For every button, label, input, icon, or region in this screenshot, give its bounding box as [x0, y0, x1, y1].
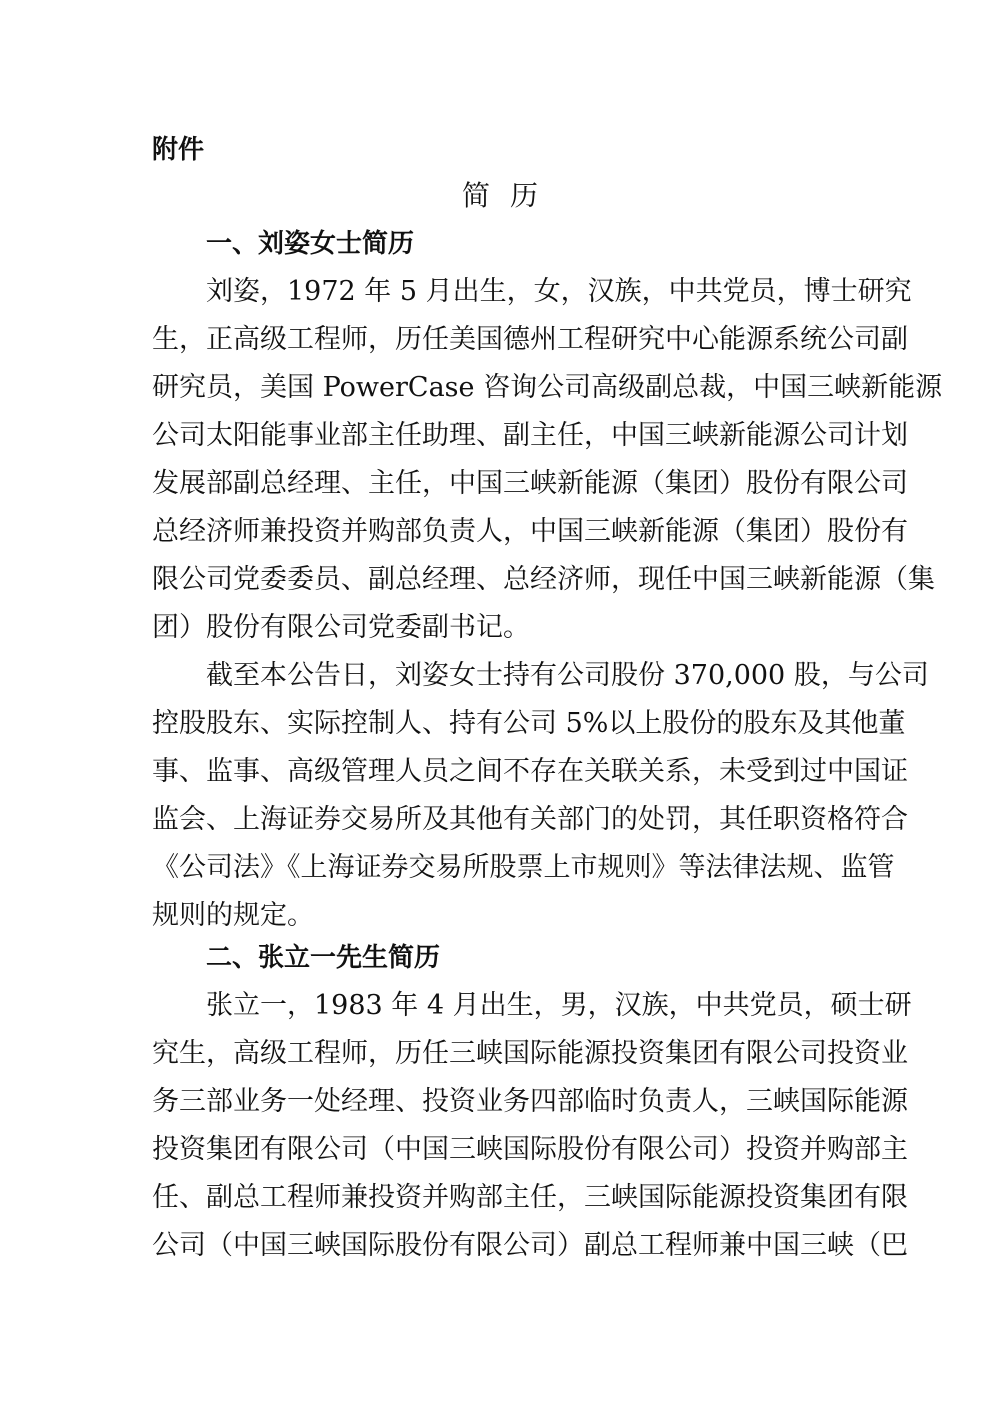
section1-para1-line: 总经济师兼投资并购部负责人，中国三峡新能源（集团）股份有: [152, 516, 908, 547]
section2-para1-line: 公司（中国三峡国际股份有限公司）副总工程师兼中国三峡（巴: [152, 1230, 908, 1261]
section2-para1-line: 务三部业务一处经理、投资业务四部临时负责人，三峡国际能源: [152, 1086, 908, 1117]
section2-para1-line: 投资集团有限公司（中国三峡国际股份有限公司）投资并购部主: [152, 1134, 908, 1165]
section1-para2-line: 规则的规定。: [152, 900, 314, 931]
section2-para1-line: 究生，高级工程师，历任三峡国际能源投资集团有限公司投资业: [152, 1038, 908, 1069]
section1-para1-line: 团）股份有限公司党委副书记。: [152, 612, 530, 643]
section1-para2-line: 监会、上海证券交易所及其他有关部门的处罚，其任职资格符合: [152, 804, 908, 835]
attachment-label: 附件: [152, 135, 205, 165]
section1-para2-line: 控股股东、实际控制人、持有公司 5%以上股份的股东及其他董: [152, 708, 906, 739]
section1-para2-line: 截至本公告日，刘姿女士持有公司股份 370,000 股，与公司: [206, 660, 929, 691]
section1-para1-line: 生，正高级工程师，历任美国德州工程研究中心能源系统公司副: [152, 324, 908, 355]
section2-heading: 二、张立一先生简历: [206, 943, 441, 973]
section1-para1-line: 刘姿，1972 年 5 月出生，女，汉族，中共党员，博士研究: [206, 276, 912, 307]
section2-para1-line: 张立一，1983 年 4 月出生，男，汉族，中共党员，硕士研: [206, 990, 912, 1021]
section1-heading: 一、刘姿女士简历: [206, 229, 415, 259]
section1-para1-line: 公司太阳能事业部主任助理、副主任，中国三峡新能源公司计划: [152, 420, 908, 451]
section1-para2-line: 《公司法》《上海证券交易所股票上市规则》等法律法规、监管: [152, 852, 895, 883]
section1-para1-line: 发展部副总经理、主任，中国三峡新能源（集团）股份有限公司: [152, 468, 908, 499]
section1-para2-line: 事、监事、高级管理人员之间不存在关联关系，未受到过中国证: [152, 756, 908, 787]
section1-para1-line: 限公司党委委员、副总经理、总经济师，现任中国三峡新能源（集: [152, 564, 935, 595]
section1-para1-line: 研究员，美国 PowerCase 咨询公司高级副总裁，中国三峡新能源: [152, 372, 943, 403]
page-title: 简历: [461, 179, 558, 212]
section2-para1-line: 任、副总工程师兼投资并购部主任，三峡国际能源投资集团有限: [152, 1182, 908, 1213]
